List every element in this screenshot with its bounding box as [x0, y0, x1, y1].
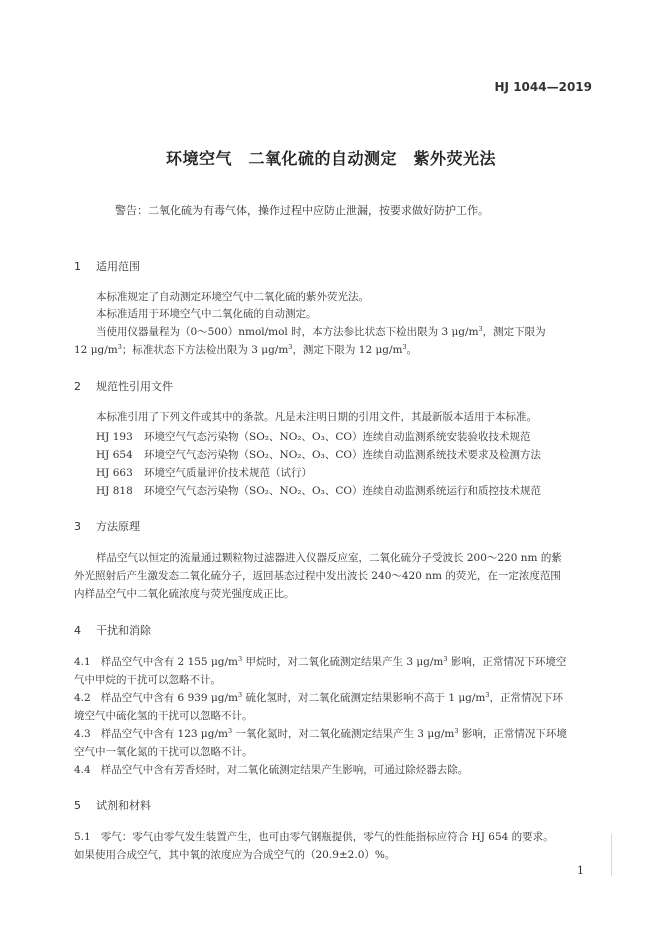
- clause-4-2: 4.2 样品空气中含有 6 939 $\mu g/m^3$ 硫化氢时，对二氧化硫测定结果影响不高于 1 $\mu g/m^3$，正常情况下环: [74, 691, 564, 704]
- paragraph: 样品空气以恒定的流量通过颗粒物过滤器进入仪器反应室，二氧化硫分子受波长 200～220 nm 的紫: [96, 552, 562, 564]
- clause-5-1: 5.1 零气：零气由零气发生装置产生，也可由零气钢瓶提供，零气的性能指标应符合 HJ 654 的要求。: [74, 831, 554, 843]
- section-3-heading: 3 方法原理: [74, 520, 140, 533]
- paragraph: 内样品空气中二氧化硫浓度与荧光强度成正比。: [74, 588, 295, 600]
- paragraph: 气中甲烷的干扰可以忽略不计。: [74, 674, 221, 686]
- clause-4-4: 4.4 样品空气中含有芳香烃时，对二氧化硫测定结果产生影响，可通过除烃器去除。: [74, 764, 469, 776]
- paragraph: 当使用仪器量程为（0～500）nmol/mol 时，本方法参比状态下检出限为 3 $\mu g/m^3$，测定下限为: [96, 325, 546, 338]
- section-4-heading: 4 干扰和消除: [74, 624, 151, 637]
- section-title: 适用范围: [96, 260, 140, 273]
- document-title: 环境空气 二氧化硫的自动测定 紫外荧光法: [165, 149, 496, 168]
- page-number: 1: [577, 864, 584, 877]
- paragraph: 外光照射后产生激发态二氧化硫分子，返回基态过程中发出波长 240～420 nm 的荧光，在一定浓度范围: [74, 570, 561, 582]
- clause-4-3: 4.3 样品空气中含有 123 $\mu g/m^3$ 一氧化氮时，对二氧化硫测定结果产生 3 $\mu g/m^3$ 影响，正常情况下环境: [74, 727, 567, 740]
- reference-item: HJ 818 环境空气气态污染物（SO₂、NO₂、O₃、CO）连续自动监测系统运行和质控技术规范: [96, 485, 541, 497]
- section-2-heading: 2 规范性引用文件: [74, 380, 173, 393]
- paragraph: 12 $\mu g/m^3$；标准状态下方法检出限为 3 $\mu g/m^3$，测定下限为 12 $\mu g/m^3$。: [74, 343, 418, 356]
- paragraph: 本标准引用了下列文件或其中的条款。凡是未注明日期的引用文件，其最新版本适用于本标准。: [96, 411, 537, 423]
- reference-item: HJ 663 环境空气质量评价技术规范（试行）: [96, 467, 312, 479]
- paragraph: 如果使用合成空气，其中氧的浓度应为合成空气的（20.9±2.0）%。: [74, 849, 396, 861]
- paragraph: 空气中一氧化氮的干扰可以忽略不计。: [74, 746, 253, 758]
- section-5-heading: 5 试剂和材料: [74, 799, 151, 812]
- scan-edge-line: [611, 834, 612, 876]
- paragraph: 本标准规定了自动测定环境空气中二氧化硫的紫外荧光法。: [96, 291, 369, 303]
- warning-text: 警告：二氧化硫为有毒气体，操作过程中应防止泄漏，按要求做好防护工作。: [115, 204, 489, 217]
- reference-item: HJ 193 环境空气气态污染物（SO₂、NO₂、O₃、CO）连续自动监测系统安装验收技术规范: [96, 431, 531, 443]
- clause-4-1: 4.1 样品空气中含有 2 155 $\mu g/m^3$ 甲烷时，对二氧化硫测定结果产生 3 $\mu g/m^3$ 影响，正常情况下环境空: [74, 655, 567, 668]
- paragraph: 境空气中硫化氢的干扰可以忽略不计。: [74, 710, 253, 722]
- standard-number: HJ 1044—2019: [494, 80, 592, 94]
- reference-item: HJ 654 环境空气气态污染物（SO₂、NO₂、O₃、CO）连续自动监测系统技术要求及检测方法: [96, 449, 541, 461]
- paragraph: 本标准适用于环境空气中二氧化硫的自动测定。: [96, 308, 317, 320]
- section-number: 1: [74, 260, 81, 273]
- section-1-heading: [74, 258, 140, 274]
